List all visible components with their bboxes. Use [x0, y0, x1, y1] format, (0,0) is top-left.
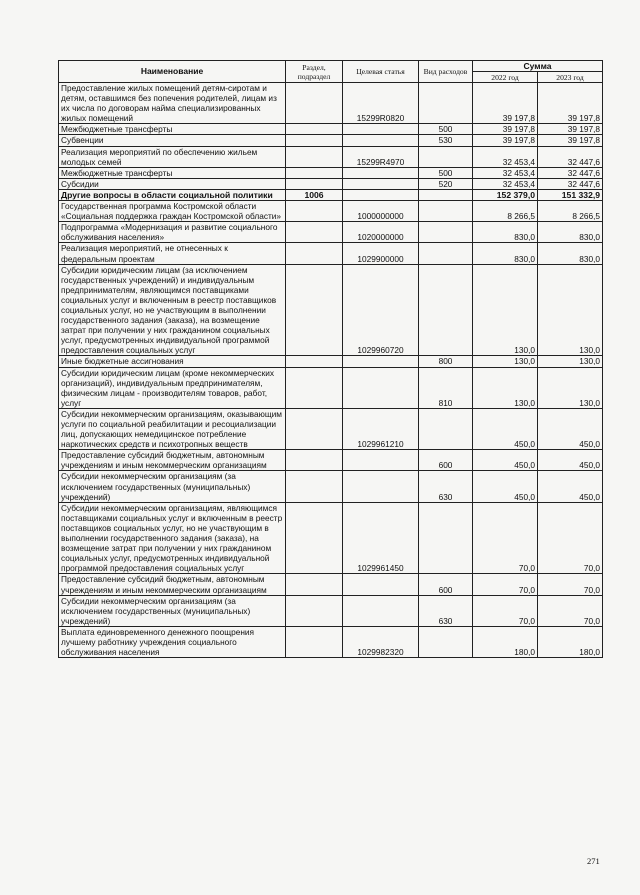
row-sum-2022-cell: 39 197,8 — [473, 124, 538, 135]
row-name-cell: Подпрограмма «Модернизация и развитие социального обслуживания населения» — [59, 222, 286, 243]
row-target-cell — [343, 574, 419, 595]
row-section-cell: 1006 — [286, 189, 343, 200]
row-section-cell — [286, 178, 343, 189]
row-name-cell: Субсидии некоммерческим организациям, оказывающим услуги по социальной реабилитации и ресоциализации лиц, допускающих немедицинское потребление наркотических средств и психотропных веществ — [59, 408, 286, 449]
row-section-cell — [286, 167, 343, 178]
table-row — [59, 201, 603, 222]
row-sum-2022-cell: 70,0 — [473, 502, 538, 574]
column-header-section: Раздел, подраздел — [286, 61, 343, 83]
row-section-cell — [286, 243, 343, 264]
table-row — [59, 124, 603, 135]
table-row — [59, 574, 603, 595]
table-row — [59, 222, 603, 243]
row-sum-2023-cell: 39 197,8 — [538, 124, 603, 135]
row-name-cell: Субсидии некоммерческим организациям, являющимся поставщиками социальных услуг и включенным в реестр поставщиков социальных услуг, но не участвующим в выполнении государственного задания (заказа), на возмещение затрат при получении у них гражданином социальных услуг, предусмотренных индивидуальной программой предоставления социальных услуг — [59, 502, 286, 574]
row-section-cell — [286, 146, 343, 167]
row-target-cell: 1029961210 — [343, 408, 419, 449]
row-sum-2023-cell: 830,0 — [538, 222, 603, 243]
row-target-cell: 1029982320 — [343, 626, 419, 657]
row-kind-cell — [419, 222, 473, 243]
row-sum-2023-cell: 130,0 — [538, 264, 603, 356]
row-target-cell: 1029961450 — [343, 502, 419, 574]
table-row — [59, 178, 603, 189]
row-sum-2022-cell: 8 266,5 — [473, 201, 538, 222]
row-name-cell: Субсидии юридическим лицам (кроме некоммерческих организаций), индивидуальным предпринимателям, физическим лицам - производителям товаров, работ, услуг — [59, 367, 286, 408]
table-row — [59, 450, 603, 471]
row-sum-2022-cell: 70,0 — [473, 574, 538, 595]
column-header-year-2022: 2022 год — [473, 72, 538, 83]
row-kind-cell: 520 — [419, 178, 473, 189]
row-name-cell: Предоставление субсидий бюджетным, автономным учреждениям и иным некоммерческим организациям — [59, 574, 286, 595]
row-kind-cell — [419, 502, 473, 574]
table-row — [59, 167, 603, 178]
row-sum-2022-cell: 180,0 — [473, 626, 538, 657]
page-number: 271 — [587, 856, 600, 866]
table-row — [59, 356, 603, 367]
row-sum-2023-cell: 32 447,6 — [538, 146, 603, 167]
row-sum-2022-cell: 152 379,0 — [473, 189, 538, 200]
row-sum-2023-cell: 830,0 — [538, 243, 603, 264]
row-section-cell — [286, 222, 343, 243]
row-sum-2023-cell: 39 197,8 — [538, 135, 603, 146]
row-name-cell: Межбюджетные трансферты — [59, 167, 286, 178]
row-sum-2022-cell: 130,0 — [473, 356, 538, 367]
row-name-cell: Другие вопросы в области социальной политики — [59, 189, 286, 200]
row-sum-2023-cell: 180,0 — [538, 626, 603, 657]
row-section-cell — [286, 450, 343, 471]
row-sum-2023-cell: 450,0 — [538, 471, 603, 502]
row-sum-2022-cell: 130,0 — [473, 264, 538, 356]
row-sum-2022-cell: 450,0 — [473, 408, 538, 449]
row-name-cell: Межбюджетные трансферты — [59, 124, 286, 135]
table-header — [59, 61, 603, 83]
row-target-cell — [343, 367, 419, 408]
column-header-kind: Вид расходов — [419, 61, 473, 83]
row-section-cell — [286, 83, 343, 124]
table-body — [59, 83, 603, 658]
row-sum-2022-cell: 39 197,8 — [473, 83, 538, 124]
row-kind-cell — [419, 189, 473, 200]
row-section-cell — [286, 408, 343, 449]
row-section-cell — [286, 356, 343, 367]
row-target-cell — [343, 595, 419, 626]
row-kind-cell: 530 — [419, 135, 473, 146]
row-kind-cell: 600 — [419, 450, 473, 471]
row-sum-2023-cell: 70,0 — [538, 502, 603, 574]
row-sum-2023-cell: 32 447,6 — [538, 167, 603, 178]
row-kind-cell: 800 — [419, 356, 473, 367]
budget-table — [58, 60, 603, 658]
row-name-cell: Субсидии юридическим лицам (за исключением государственных учреждений) и индивидуальным предпринимателям, являющимся поставщиками социальных услуг и включенным в реестр поставщиков социальных услуг, но не участвующим в выполнении государственного задания (заказа), на возмещение затрат при получении у них гражданином социальных услуг, предусмотренных индивидуальной программой предоставления социальных услуг — [59, 264, 286, 356]
table-row — [59, 502, 603, 574]
row-kind-cell: 500 — [419, 167, 473, 178]
row-name-cell: Реализация мероприятий по обеспечению жильем молодых семей — [59, 146, 286, 167]
row-sum-2023-cell: 130,0 — [538, 367, 603, 408]
row-kind-cell — [419, 243, 473, 264]
row-kind-cell: 500 — [419, 124, 473, 135]
row-target-cell — [343, 471, 419, 502]
row-section-cell — [286, 367, 343, 408]
row-sum-2022-cell: 450,0 — [473, 471, 538, 502]
column-header-sum: Сумма — [473, 61, 603, 72]
column-header-name: Наименование — [59, 61, 286, 83]
row-kind-cell: 600 — [419, 574, 473, 595]
table-row — [59, 471, 603, 502]
row-kind-cell: 630 — [419, 471, 473, 502]
row-name-cell: Субсидии некоммерческим организациям (за исключением государственных (муниципальных) учреждений) — [59, 471, 286, 502]
row-target-cell: 1029960720 — [343, 264, 419, 356]
row-kind-cell — [419, 201, 473, 222]
row-target-cell: 15299R4970 — [343, 146, 419, 167]
row-target-cell: 1029900000 — [343, 243, 419, 264]
row-section-cell — [286, 626, 343, 657]
row-target-cell: 15299R0820 — [343, 83, 419, 124]
row-name-cell: Субсидии некоммерческим организациям (за исключением государственных (муниципальных) учреждений) — [59, 595, 286, 626]
row-kind-cell — [419, 83, 473, 124]
row-kind-cell — [419, 146, 473, 167]
row-section-cell — [286, 124, 343, 135]
row-target-cell — [343, 167, 419, 178]
row-name-cell: Субвенции — [59, 135, 286, 146]
row-sum-2022-cell: 450,0 — [473, 450, 538, 471]
row-target-cell — [343, 189, 419, 200]
row-sum-2023-cell: 32 447,6 — [538, 178, 603, 189]
row-kind-cell — [419, 626, 473, 657]
table-row — [59, 367, 603, 408]
row-target-cell — [343, 356, 419, 367]
row-target-cell — [343, 178, 419, 189]
row-section-cell — [286, 135, 343, 146]
row-sum-2023-cell: 130,0 — [538, 356, 603, 367]
row-name-cell: Реализация мероприятий, не отнесенных к федеральным проектам — [59, 243, 286, 264]
table-row — [59, 189, 603, 200]
row-sum-2023-cell: 70,0 — [538, 595, 603, 626]
row-sum-2022-cell: 32 453,4 — [473, 167, 538, 178]
table-row — [59, 83, 603, 124]
table-row — [59, 135, 603, 146]
row-sum-2022-cell: 32 453,4 — [473, 178, 538, 189]
table-row — [59, 408, 603, 449]
table-row — [59, 146, 603, 167]
row-section-cell — [286, 595, 343, 626]
row-target-cell: 1000000000 — [343, 201, 419, 222]
row-sum-2023-cell: 8 266,5 — [538, 201, 603, 222]
row-sum-2023-cell: 70,0 — [538, 574, 603, 595]
row-target-cell — [343, 124, 419, 135]
row-kind-cell: 630 — [419, 595, 473, 626]
column-header-target: Целевая статья — [343, 61, 419, 83]
row-section-cell — [286, 574, 343, 595]
row-kind-cell — [419, 264, 473, 356]
row-section-cell — [286, 264, 343, 356]
row-name-cell: Выплата единовременного денежного поощрения лучшему работнику учреждения социального обслуживания населения — [59, 626, 286, 657]
row-section-cell — [286, 201, 343, 222]
row-sum-2022-cell: 130,0 — [473, 367, 538, 408]
row-section-cell — [286, 502, 343, 574]
row-kind-cell: 810 — [419, 367, 473, 408]
row-sum-2022-cell: 32 453,4 — [473, 146, 538, 167]
row-name-cell: Предоставление субсидий бюджетным, автономным учреждениям и иным некоммерческим организациям — [59, 450, 286, 471]
row-sum-2022-cell: 830,0 — [473, 243, 538, 264]
row-section-cell — [286, 471, 343, 502]
row-name-cell: Предоставление жилых помещений детям-сиротам и детям, оставшимся без попечения родителей, лицам из их числа по договорам найма специализированных жилых помещений — [59, 83, 286, 124]
table-row — [59, 264, 603, 356]
row-target-cell: 1020000000 — [343, 222, 419, 243]
row-sum-2022-cell: 39 197,8 — [473, 135, 538, 146]
table-row — [59, 243, 603, 264]
row-sum-2022-cell: 830,0 — [473, 222, 538, 243]
row-sum-2023-cell: 151 332,9 — [538, 189, 603, 200]
row-sum-2023-cell: 39 197,8 — [538, 83, 603, 124]
table-row — [59, 595, 603, 626]
row-sum-2022-cell: 70,0 — [473, 595, 538, 626]
row-name-cell: Государственная программа Костромской области «Социальная поддержка граждан Костромской области» — [59, 201, 286, 222]
row-sum-2023-cell: 450,0 — [538, 450, 603, 471]
row-target-cell — [343, 135, 419, 146]
row-name-cell: Субсидии — [59, 178, 286, 189]
table-row — [59, 626, 603, 657]
row-name-cell: Иные бюджетные ассигнования — [59, 356, 286, 367]
row-sum-2023-cell: 450,0 — [538, 408, 603, 449]
row-target-cell — [343, 450, 419, 471]
column-header-year-2023: 2023 год — [538, 72, 603, 83]
row-kind-cell — [419, 408, 473, 449]
